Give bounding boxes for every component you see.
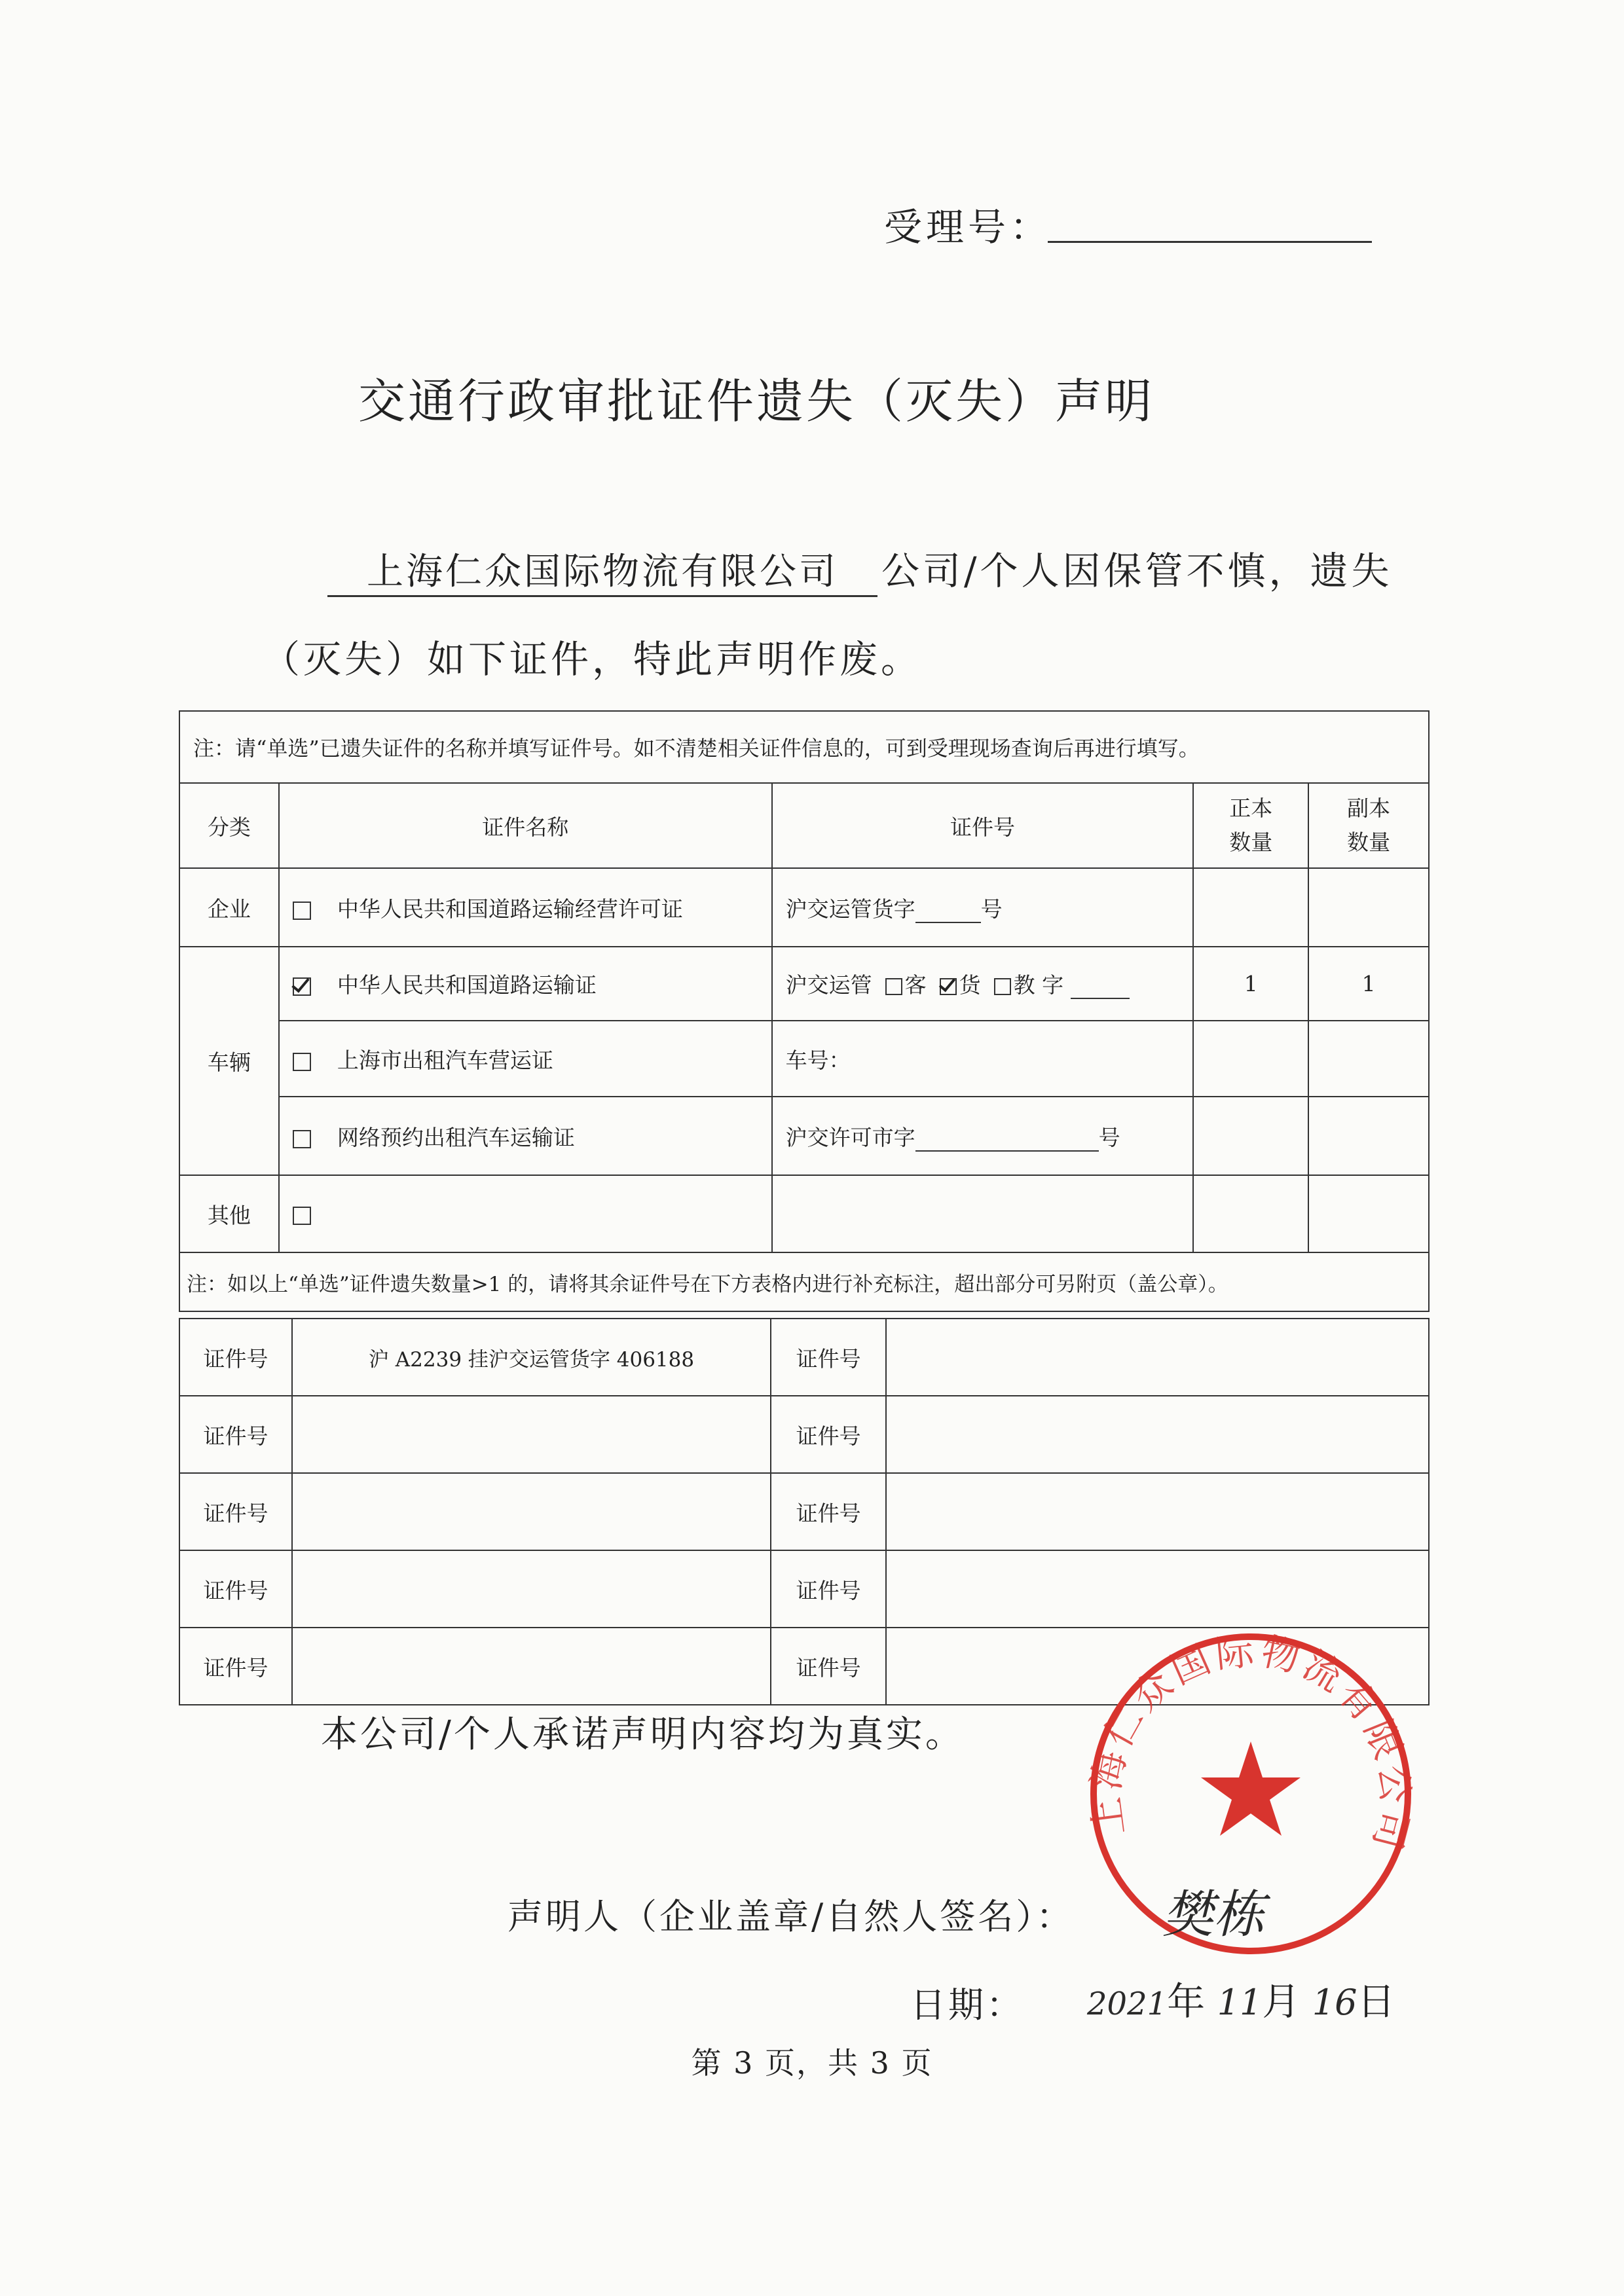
seal-text: 上海仁众国际物流有限公司 [1082,1628,1418,1858]
header-copy-qty [1308,783,1429,868]
other-original-qty[interactable] [1193,1175,1308,1252]
option-cargo-label: 货 [959,972,981,998]
header-copy-qty-line1: 副本 [1347,795,1391,821]
document-title: 交通行政审批证件遗失（灭失）声明 [358,374,1154,429]
table-row [179,1021,1429,1097]
header-original-qty [1193,783,1308,868]
vehicle-cert-2-cell[interactable] [279,1021,772,1097]
vehicle-cert-1-number-cell[interactable] [772,947,1194,1021]
date-month-unit: 月 [1262,1979,1301,2024]
supp-label: 证件号 [179,1628,292,1705]
enterprise-copy-qty[interactable] [1308,868,1429,947]
table-note: 注：请“单选”已遗失证件的名称并填写证件号。如不清楚相关证件信息的，可到受理现场查询后再进行填写。 [179,711,1429,783]
supp-label: 证件号 [179,1473,292,1550]
checkbox-taxi-license[interactable] [293,1053,311,1071]
supp-value[interactable] [292,1473,771,1550]
checkbox-ride-hailing-cert[interactable] [293,1130,311,1148]
supp-value[interactable] [292,1628,771,1705]
date-year-unit: 年 [1167,1979,1206,2024]
option-training-label: 教 [1013,972,1035,998]
supp-label: 证件号 [179,1550,292,1628]
category-vehicle: 车辆 [179,947,279,1175]
header-original-qty-line2: 数量 [1229,829,1273,855]
vehicle-cert-2-copy-qty[interactable] [1308,1021,1429,1097]
supp-value[interactable] [292,1550,771,1628]
supp-label: 证件号 [179,1396,292,1473]
car-number-label: 车号： [785,1047,851,1073]
table-row [179,1175,1429,1252]
category-other: 其他 [179,1175,279,1252]
supp-label: 证件号 [771,1550,886,1628]
supp-value[interactable] [886,1396,1429,1473]
company-name: 上海仁众国际物流有限公司 [367,551,838,593]
vehicle-number-blank[interactable] [1071,998,1130,999]
ride-hailing-number-blank[interactable] [915,1150,1099,1152]
vehicle-cert-1-cell[interactable] [279,947,772,1021]
table-row [179,1473,1429,1550]
header-original-qty-line1: 正本 [1229,795,1273,821]
header-category: 分类 [179,783,279,868]
supp-value[interactable] [886,1473,1429,1550]
enterprise-number-prefix: 沪交运管货字 [785,896,915,922]
enterprise-number-blank[interactable] [915,922,981,923]
other-copy-qty[interactable] [1308,1175,1429,1252]
enterprise-cert-name-cell[interactable] [279,868,772,947]
commitment-statement: 本公司/个人承诺声明内容均为真实。 [321,1713,965,1756]
supp-label: 证件号 [771,1473,886,1550]
table-row [179,1097,1429,1175]
declarant-label: 声明人（企业盖章/自然人签名）： [507,1896,1075,1937]
date-day: 16 [1312,1982,1357,2023]
checkbox-road-transport-cert[interactable] [293,977,311,996]
table-row [179,1396,1429,1473]
intro-line-2: （灭失）如下证件，特此声明作废。 [262,637,923,682]
header-certificate-number: 证件号 [772,783,1194,868]
enterprise-cert-name: 中华人民共和国道路运输经营许可证 [337,896,683,922]
company-name-field [327,543,877,597]
date-value [1087,1971,1395,2026]
supp-label: 证件号 [179,1319,292,1396]
date-month: 11 [1217,1982,1263,2023]
table-row [179,947,1429,1021]
option-passenger-label: 客 [904,972,927,998]
other-cert-cell[interactable] [279,1175,772,1252]
checkbox-other[interactable] [293,1207,311,1225]
checkbox-cargo[interactable] [940,978,957,995]
other-cert-number[interactable] [772,1175,1194,1252]
vehicle-number-prefix: 沪交运管 [785,972,872,998]
supp-value[interactable] [886,1319,1429,1396]
supp-value[interactable] [886,1550,1429,1628]
table-row [179,1319,1429,1396]
vehicle-cert-3-number-cell[interactable] [772,1097,1194,1175]
seal-star [1201,1741,1301,1836]
vehicle-cert-1-name: 中华人民共和国道路运输证 [337,972,597,998]
acceptance-number-label: 受理号： [884,205,1052,249]
enterprise-cert-number-cell[interactable] [772,868,1194,947]
date-year: 2021 [1087,1986,1168,2022]
supp-value[interactable]: 沪 A2239 挂沪交运管货字 406188 [292,1319,771,1396]
table-row [179,1550,1429,1628]
vehicle-cert-1-copy-qty[interactable]: 1 [1308,947,1429,1021]
checkbox-passenger[interactable] [885,978,902,995]
table-row [179,868,1429,947]
checkbox-training[interactable] [994,978,1011,995]
supp-value[interactable] [292,1396,771,1473]
header-certificate-name: 证件名称 [279,783,772,868]
vehicle-cert-3-copy-qty[interactable] [1308,1097,1429,1175]
checkbox-enterprise-license[interactable] [293,902,311,920]
date-day-unit: 日 [1357,1979,1395,2024]
vehicle-cert-3-name: 网络预约出租汽车运输证 [337,1124,575,1150]
vehicle-cert-3-original-qty[interactable] [1193,1097,1308,1175]
enterprise-original-qty[interactable] [1193,868,1308,947]
option-suffix: 字 [1042,972,1064,998]
supp-label: 证件号 [771,1628,886,1705]
vehicle-cert-3-cell[interactable] [279,1097,772,1175]
supp-label: 证件号 [771,1396,886,1473]
vehicle-cert-1-original-qty[interactable]: 1 [1193,947,1308,1021]
vehicle-cert-2-original-qty[interactable] [1193,1021,1308,1097]
page-number: 第 3 页，共 3 页 [691,2045,933,2081]
table-note-2: 注：如以上“单选”证件遗失数量>1 的，请将其余证件号在下方表格内进行补充标注，超出部分可另附页（盖公章）。 [179,1252,1429,1311]
supp-label: 证件号 [771,1319,886,1396]
header-copy-qty-line2: 数量 [1347,829,1391,855]
category-enterprise: 企业 [179,868,279,947]
acceptance-number-blank[interactable] [1048,241,1372,243]
vehicle-cert-2-number-cell[interactable] [772,1021,1194,1097]
intro-line-1 [327,540,1393,597]
lost-certificate-table [179,710,1430,1312]
date-label: 日期： [910,1984,1024,2026]
ride-hailing-number-suffix: 号 [1098,1124,1120,1150]
enterprise-number-suffix: 号 [980,896,1003,922]
signature: 樊栋 [1162,1886,1265,1944]
ride-hailing-number-prefix: 沪交许可市字 [785,1124,915,1150]
intro-line-1-text: 公司/个人因保管不慎，遗失 [881,549,1393,593]
vehicle-cert-2-name: 上海市出租汽车营运证 [337,1047,553,1073]
